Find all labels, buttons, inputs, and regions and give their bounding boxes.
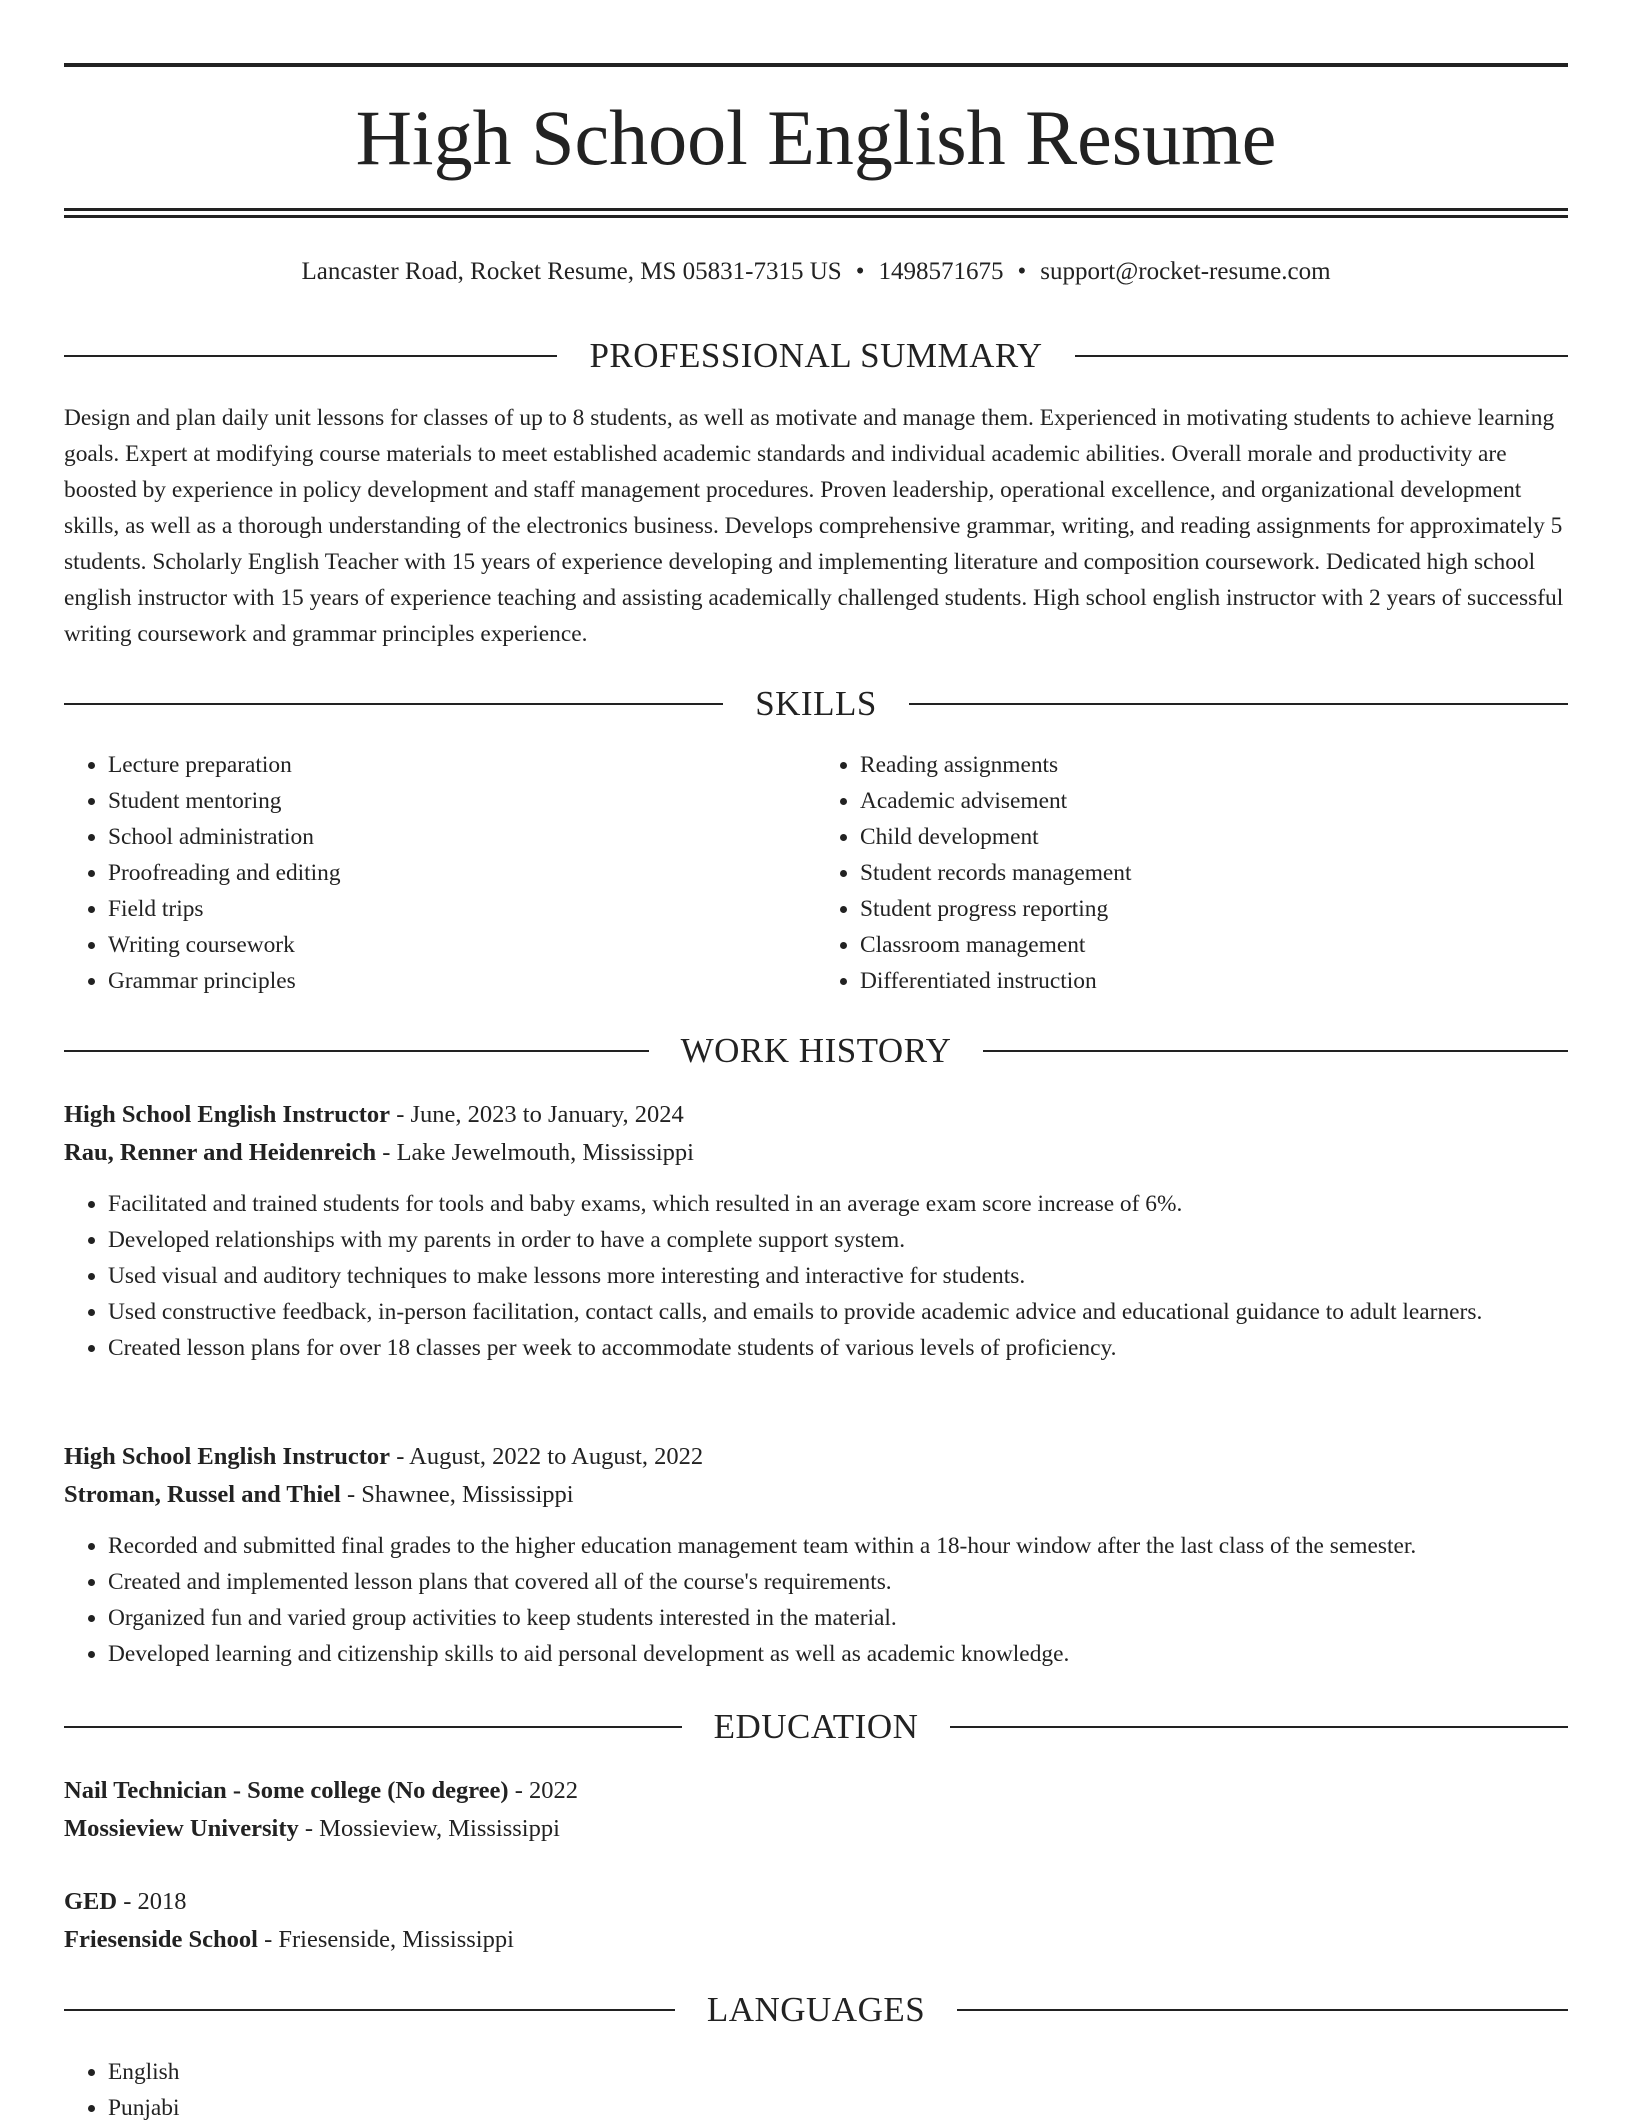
job-title: High School English Instructor bbox=[64, 1101, 391, 1128]
dash: - bbox=[123, 1888, 132, 1915]
job-duties bbox=[64, 1528, 1568, 1672]
degree-year: 2018 bbox=[137, 1888, 187, 1915]
skill-item: • Student records management bbox=[860, 855, 1568, 891]
dash: - bbox=[396, 1101, 405, 1128]
section-title: SKILLS bbox=[755, 684, 877, 723]
section-heading-summary bbox=[64, 334, 1568, 378]
language-item: • English bbox=[108, 2054, 1568, 2090]
duty-item: • Used visual and auditory techniques to make lessons more interesting and interactive for students. bbox=[108, 1258, 1568, 1294]
dash: - bbox=[264, 1926, 273, 1953]
job-entry bbox=[64, 1096, 1568, 1366]
duty-item: • Organized fun and varied group activities to keep students interested in the material. bbox=[108, 1600, 1568, 1636]
skill-item: • Lecture preparation bbox=[108, 747, 816, 783]
employer-line bbox=[64, 1134, 1568, 1172]
duty-item: • Created lesson plans for over 18 classes per week to accommodate students of various levels of proficiency. bbox=[108, 1330, 1568, 1366]
section-heading-skills bbox=[64, 682, 1568, 726]
job-dates: August, 2022 to August, 2022 bbox=[409, 1443, 704, 1470]
employer-location: Shawnee, Mississippi bbox=[361, 1481, 574, 1508]
skill-item: • Child development bbox=[860, 819, 1568, 855]
job-title: High School English Instructor bbox=[64, 1443, 391, 1470]
education-entry bbox=[64, 1772, 1568, 1848]
contact-email: support@rocket-resume.com bbox=[1040, 258, 1331, 285]
section-heading-education bbox=[64, 1705, 1568, 1749]
skill-item: • Classroom management bbox=[860, 927, 1568, 963]
summary-text: Design and plan daily unit lessons for classes of up to 8 students, as well as motivate and manage them. Experienced in motivating students to achieve learning goals. Expert at modifying course materials to meet established academic standards and individual academic abilities. Overall morale and productivity are boosted by experience in policy development and staff management procedures. Proven leadership, operational excellence, and organizational development skills, as well as a thorough understanding of the electronics business. Develops comprehensive grammar, writing, and reading assignments for approximately 5 students. Scholarly English Teacher with 15 years of experience developing and implementing literature and composition coursework. Dedicated high school english instructor with 15 years of experience teaching and assisting academically challenged students. High school english instructor with 2 years of successful writing coursework and grammar principles experience. bbox=[64, 405, 1564, 647]
dash: - bbox=[346, 1481, 356, 1508]
degree-year: 2022 bbox=[529, 1777, 578, 1804]
duty-item: • Recorded and submitted final grades to the higher education management team within a 18-hour window after the last class of the semester. bbox=[108, 1528, 1568, 1564]
skill-item: • Proofreading and editing bbox=[108, 855, 816, 891]
school-location: Mossieview, Mississippi bbox=[319, 1815, 560, 1842]
section-title: WORK HISTORY bbox=[680, 1031, 952, 1070]
school-name: Mossieview University bbox=[64, 1815, 299, 1842]
section-title: LANGUAGES bbox=[706, 1990, 926, 2029]
skill-item: • Writing coursework bbox=[108, 927, 816, 963]
skill-item: • School administration bbox=[108, 819, 816, 855]
languages-list bbox=[64, 2054, 1568, 2126]
dash: - bbox=[514, 1777, 523, 1804]
section-heading-languages bbox=[64, 1988, 1568, 2032]
job-title-line bbox=[64, 1438, 1568, 1476]
skill-item: • Academic advisement bbox=[860, 783, 1568, 819]
degree-name: Nail Technician - Some college (No degree) bbox=[64, 1777, 509, 1804]
skill-item: • Differentiated instruction bbox=[860, 963, 1568, 999]
skills-column-left bbox=[64, 747, 816, 999]
section-title: EDUCATION bbox=[713, 1707, 919, 1746]
resume-title: High School English Resume bbox=[355, 94, 1277, 181]
skill-item: • Grammar principles bbox=[108, 963, 816, 999]
education-entry bbox=[64, 1883, 1568, 1959]
skills-list bbox=[64, 747, 1568, 999]
contact-line bbox=[64, 252, 1568, 292]
skills-column-right bbox=[816, 747, 1568, 999]
job-title-line bbox=[64, 1096, 1568, 1134]
school-line bbox=[64, 1921, 1568, 1959]
contact-phone: 1498571675 bbox=[878, 258, 1004, 285]
employer-name: Stroman, Russel and Thiel bbox=[64, 1481, 341, 1508]
employer-line bbox=[64, 1476, 1568, 1514]
skill-item: • Student progress reporting bbox=[860, 891, 1568, 927]
duty-item: • Created and implemented lesson plans that covered all of the course's requirements. bbox=[108, 1564, 1568, 1600]
job-duties bbox=[64, 1186, 1568, 1366]
skill-item: • Field trips bbox=[108, 891, 816, 927]
skill-item: • Reading assignments bbox=[860, 747, 1568, 783]
school-location: Friesenside, Mississippi bbox=[278, 1926, 514, 1953]
title-double-rule bbox=[64, 208, 1568, 218]
contact-address: Lancaster Road, Rocket Resume, MS 05831-7315 US bbox=[301, 258, 842, 285]
degree-name: GED bbox=[64, 1888, 118, 1915]
degree-line bbox=[64, 1772, 1568, 1810]
section-title: PROFESSIONAL SUMMARY bbox=[589, 336, 1043, 375]
dash: - bbox=[396, 1443, 405, 1470]
school-line bbox=[64, 1810, 1568, 1848]
skill-item: • Student mentoring bbox=[108, 783, 816, 819]
duty-item: • Developed relationships with my parents in order to have a complete support system. bbox=[108, 1222, 1568, 1258]
job-dates: June, 2023 to January, 2024 bbox=[410, 1101, 684, 1128]
duty-item: • Used constructive feedback, in-person facilitation, contact calls, and emails to provide academic advice and educational guidance to adult learners. bbox=[108, 1294, 1568, 1330]
school-name: Friesenside School bbox=[64, 1926, 258, 1953]
employer-location: Lake Jewelmouth, Mississippi bbox=[396, 1139, 694, 1166]
contact-separator: • bbox=[855, 258, 865, 285]
employer-name: Rau, Renner and Heidenreich bbox=[64, 1139, 377, 1166]
dash: - bbox=[304, 1815, 314, 1842]
language-item: • Punjabi bbox=[108, 2090, 1568, 2126]
duty-item: • Developed learning and citizenship skills to aid personal development as well as academic knowledge. bbox=[108, 1636, 1568, 1672]
section-heading-work bbox=[64, 1029, 1568, 1073]
top-rule bbox=[64, 63, 1568, 67]
degree-line bbox=[64, 1883, 1568, 1921]
dash: - bbox=[382, 1139, 391, 1166]
contact-separator: • bbox=[1017, 258, 1027, 285]
job-entry bbox=[64, 1438, 1568, 1672]
duty-item: • Facilitated and trained students for tools and baby exams, which resulted in an average exam score increase of 6%. bbox=[108, 1186, 1568, 1222]
